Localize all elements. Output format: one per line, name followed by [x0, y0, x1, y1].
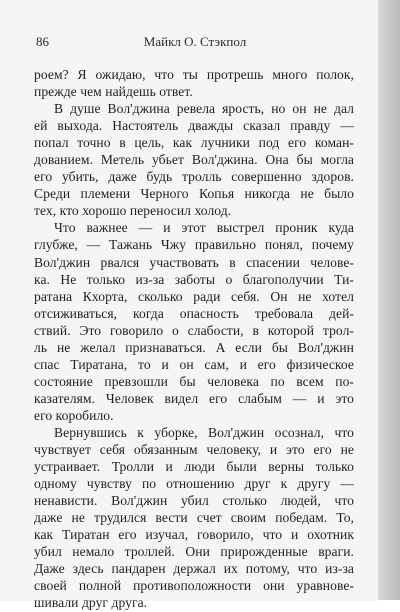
text-line: Вол'джин рвался участвовать в спасении челове-: [34, 254, 354, 270]
running-title: Майкл О. Стэкпол: [143, 34, 247, 49]
text-line: ствий. Это говорило о слабости, в которой трол-: [34, 322, 354, 338]
text-line: ратана Кхорта, сколько ради себя. Он не хотел: [34, 288, 354, 304]
text-line: ненависти. Вол'джин убил столько людей, что: [34, 493, 354, 509]
text-line: состояние превзошли бы человека по всем по-: [34, 373, 354, 389]
text-line: одному чувству по отношению друг к другу —: [34, 476, 354, 492]
book-spine-edge: [378, 0, 400, 600]
text-line: его убить, даже будь тролль совершенно здоров.: [34, 169, 354, 185]
text-line: как Тиратан его изучал, говорило, что и охотник: [34, 527, 354, 543]
body-text: [34, 66, 354, 612]
text-line: своей полной противоположности они уравнове-: [34, 578, 354, 594]
text-line: дованием. Метель убьет Вол'джина. Она бы могла: [34, 152, 354, 168]
text-line: чувствует себя обязанным человеку, и это его не: [34, 442, 354, 458]
page-header: [36, 34, 354, 52]
text-line: прежде чем найдешь ответ.: [34, 84, 193, 100]
text-line: Что важнее — и этот выстрел проник куда: [54, 220, 354, 236]
text-line: его коробило.: [34, 407, 114, 423]
text-line: ка. Не только из-за заботы о благополучии Ти-: [34, 271, 354, 287]
text-line: глубже, — Тажань Чжу правильно понял, почему: [34, 237, 354, 253]
text-line: шивали друг друга.: [34, 595, 148, 611]
text-line: убил немало троллей. Они прирожденные враги.: [34, 544, 354, 560]
text-line: В душе Вол'джина ревела ярость, но он не дал: [54, 101, 354, 117]
text-line: ль не желал признаваться. А если бы Вол'джин: [34, 339, 354, 355]
text-line: Среди племени Черного Копья никогда не было: [34, 186, 354, 202]
text-line: устраивает. Тролли и люди были верны только: [34, 459, 354, 475]
text-line: Вернувшись к уборке, Вол'джин осознал, что: [54, 424, 354, 440]
text-line: спас Тиратана, то и он сам, и его физическое: [34, 356, 354, 372]
text-line: ей выхода. Настоятель дважды сказал правду —: [34, 118, 354, 134]
text-line: казателям. Человек видел его слабым — и это: [34, 390, 354, 406]
text-line: тех, кто хорошо переносил холод.: [34, 203, 232, 219]
text-line: роем? Я ожидаю, что ты протрешь много полок,: [34, 67, 354, 82]
text-line: отсиживаться, когда опасность требовала дей-: [34, 305, 354, 321]
text-line: даже не трудился вести счет своим победам. То,: [34, 510, 354, 526]
page-number: 86: [36, 34, 49, 49]
text-line: Даже здесь пандарен держал их потому, что из-за: [34, 561, 354, 577]
text-line: попал точно в цель, как лучники под его коман-: [34, 135, 354, 151]
